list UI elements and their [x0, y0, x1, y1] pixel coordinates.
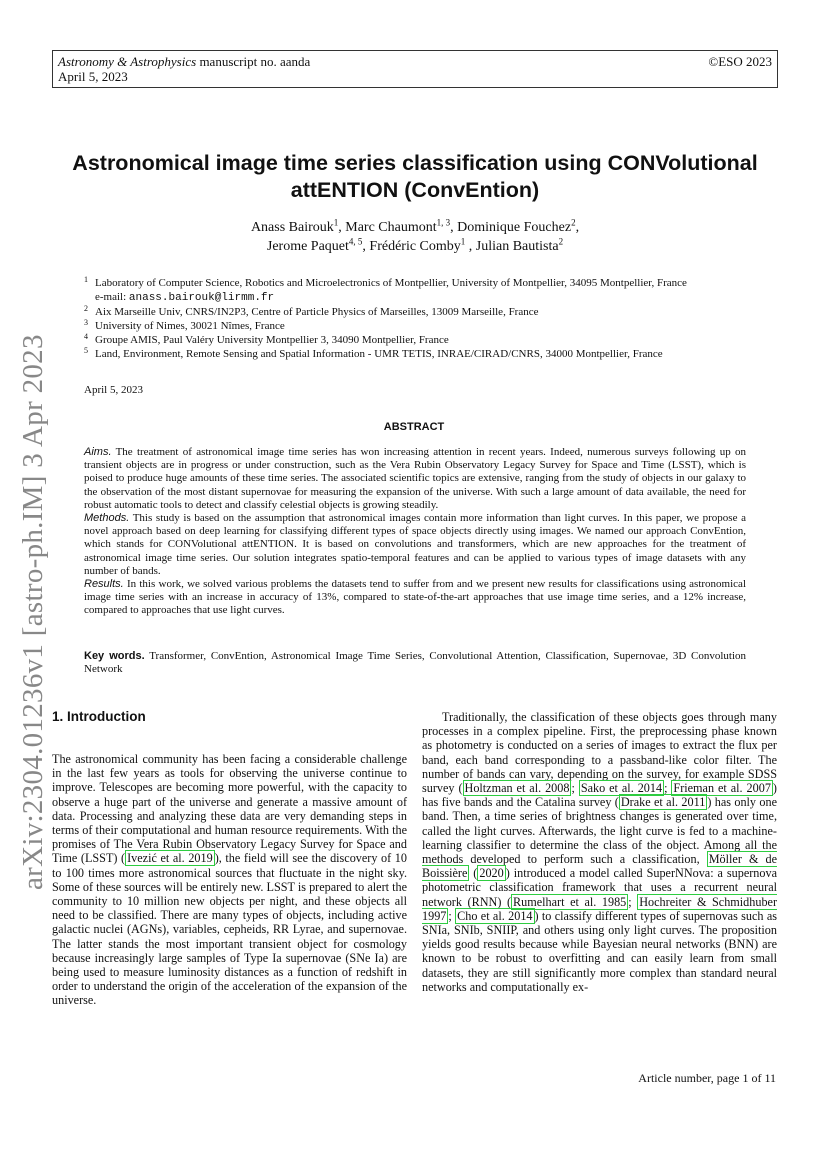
section-number: 1. — [52, 709, 64, 724]
author-name: Jerome Paquet — [266, 239, 349, 254]
abstract-body — [84, 446, 746, 618]
affiliation-item — [84, 347, 778, 361]
arxiv-stamp[interactable]: arXiv:2304.01236v1 [astro-ph.IM] 3 Apr 2023 — [17, 334, 49, 890]
affiliation-text: University of Nimes, 30021 Nîmes, France — [95, 320, 285, 332]
affiliation-number: 2 — [84, 304, 88, 313]
section-title: Introduction — [63, 709, 146, 724]
author-affiliation-mark: 1, 3 — [436, 217, 451, 228]
citation-link[interactable]: Sako et al. 2014 — [580, 781, 663, 796]
citation-link[interactable]: Holtzman et al. 2008 — [464, 781, 570, 796]
affiliation-item — [84, 305, 778, 319]
affiliation-number: 1 — [84, 275, 88, 284]
author-name: Anass Bairouk — [250, 220, 334, 235]
affiliation-item — [84, 333, 778, 347]
paper-title: Astronomical image time series classification using CONVolutional attENTION (ConvEntion) — [72, 151, 758, 202]
methods-label: Methods. — [84, 512, 130, 525]
intro-paragraph — [422, 710, 777, 994]
section-heading-introduction — [52, 709, 146, 724]
author-name: Julian Bautista — [475, 239, 559, 254]
aims-label: Aims. — [84, 446, 112, 458]
keywords — [84, 650, 746, 676]
body-text: ; — [664, 781, 672, 796]
citation-link[interactable]: Drake et al. 2011 — [620, 795, 706, 810]
body-text: ; — [628, 894, 638, 909]
results-text: In this work, we solved various problems the datasets tend to suffer from and we present new results for classifications using astronomical image time series with an increase in accuracy of 13%, compared to state-of-the-art approaches that use image time series, and a 12% increase, compared to approaches that use light curves. — [84, 578, 746, 617]
right-column — [422, 710, 777, 994]
email-label: e-mail: — [95, 291, 129, 303]
body-text: ; — [448, 908, 456, 923]
email-address[interactable]: anass.bairouk@lirmm.fr — [128, 292, 275, 304]
author-name: Dominique Fouchez — [457, 220, 572, 235]
page-footer: Article number, page 1 of 11 — [638, 1071, 776, 1085]
affiliation-number: 4 — [84, 332, 88, 341]
abstract-aims — [84, 446, 746, 512]
body-text: ; — [571, 781, 579, 796]
abstract-methods — [84, 512, 746, 578]
author-name: Frédéric Comby — [369, 239, 461, 254]
author-line-2: Jerome Paquet$^{4, 5}$, Frédéric Comby$^1$ , Julian Bautista$^2$ — [266, 236, 564, 254]
affiliation-list — [84, 276, 778, 361]
copyright: ©ESO 2023 — [708, 54, 772, 69]
body-text: ) to classify different types of supernovas such as SNIa, SNIb, SNIIP, and others using only light curves. The proposition yields good results because while Bayesian neural networks (BNN) are known to be robust to overfitting and can easily learn from small datasets, they are still significantly more complex than standard neural networks and computationally ex- — [422, 908, 778, 994]
results-label: Results. — [84, 578, 124, 591]
citation-link[interactable]: Hochreiter & Schmidhuber 1997 — [422, 894, 778, 923]
affiliation-text: Land, Environment, Remote Sensing and Spatial Information - UMR TETIS, INRAE/CIRAD/CNRS, 34000 Montpellier, France — [95, 348, 663, 360]
affiliation-number: 3 — [84, 318, 88, 327]
body-text: ( — [469, 866, 478, 881]
affiliation-text: Groupe AMIS, Paul Valéry University Montpellier 3, 34090 Montpellier, France — [95, 334, 449, 346]
author-affiliation-mark: 2 — [558, 236, 564, 247]
keywords-text: Transformer, ConvEntion, Astronomical Image Time Series, Convolutional Attention, Classification, Supernovae, 3D Convolution Network — [84, 650, 747, 676]
author-name: Marc Chaumont — [345, 220, 437, 235]
affiliation-item — [84, 319, 778, 333]
body-text: ) has only one band. Then, a time series of brightness changes is generated over time, called the light curves. Afterwards, the light curve is fed to a machine-learning classifier to determine the class of the object. Among all the methods developed to perform such a classification, — [422, 795, 777, 867]
body-text: ) has five bands and the Catalina survey ( — [422, 781, 777, 810]
running-header — [52, 50, 778, 88]
author-line-1: Anass Bairouk$^1$, Marc Chaumont$^{1, 3}$, Dominique Fouchez$^2$, — [250, 217, 580, 235]
affiliation-text: Aix Marseille Univ, CNRS/IN2P3, Centre of Particle Physics of Marseilles, 13009 Marseille, France — [95, 306, 539, 318]
journal-name: Astronomy & Astrophysics — [58, 54, 197, 69]
aims-text: The treatment of astronomical image time series has won increasing attention in recent years. Indeed, numerous surveys following up on transient objects are in progress or under construction, such as the Vera Rubin Observatory Legacy Survey for Space and Time (LSST), which is poised to produce huge amounts of these time series. The associated scientific topics are extensive, ranging from the study of objects in our galaxy to the observation of the most distant supernovae for measuring the expansion of the universe. With such a large amount of data available, the need for robust automatic tools to detect and classify celestial objects is growing steadily. — [84, 446, 746, 511]
intro-paragraph — [52, 752, 407, 1008]
affiliation-number: 5 — [84, 346, 88, 355]
keywords-label: Key words. — [84, 650, 145, 662]
author-affiliation-mark: 2 — [571, 217, 576, 228]
header-date: April 5, 2023 — [58, 69, 128, 84]
citation-link[interactable]: Frieman et al. 2007 — [673, 781, 771, 796]
methods-text: This study is based on the assumption that astronomical images contain more information than light curves. In this paper, we propose a novel approach based on deep learning for classifying different types of space objects directly using images. We named our approach ConvEntion, which stands for CONVolutional attENTION. It is based on convolutions and transformers, which are new approaches for the treatment of astronomical image time series. Our solution integrates spatio-temporal features and can be applied to various types of image datasets with any number of bands. — [84, 512, 746, 577]
left-column — [52, 752, 407, 1008]
received-date: April 5, 2023 — [84, 384, 143, 396]
body-text: ), the field will see the discovery of 10 to 100 times more astronomical sources that fluctuate in the night sky. Some of these sources will be entirely new. LSST is prepared to alert the community to 10 million new objects per night, and these objects all need to be classified. There are many types of objects, including active galactic nuclei (AGNs), variables, cepheids, RR Lyrae, and supernovae. The latter stands the most important transient object for cosmology because increasingly large samples of Type Ia supernovae (SNe Ia) are being used to measure luminosity distances as a function of redshift in order to understand the origin of the acceleration of the expansion of the universe. — [52, 851, 407, 1008]
affiliation-item — [84, 276, 778, 305]
affiliation-text: Laboratory of Computer Science, Robotics and Microelectronics of Montpellier, University of Montpellier, 34095 Montpellier, France — [95, 277, 687, 289]
body-text: Traditionally, the classification of these objects goes through many processes in a complex pipeline. First, the preprocessing phase known as photometry is conducted on a series of images to extract the flux per band, each band corresponding to a passband-like color filter. The number of bands can vary, depending on the survey, for example SDSS survey ( — [422, 710, 777, 796]
author-affiliation-mark: 1 — [460, 236, 466, 247]
author-affiliation-mark: 1 — [333, 217, 339, 228]
manuscript-number: manuscript no. aanda — [196, 54, 311, 69]
body-text: ) introduced a model called SuperNNova: a supernova photometric classification framework that uses a recurrent neural network (RNN) ( — [422, 866, 777, 909]
abstract-results — [84, 578, 746, 618]
citation-link[interactable]: Ivezić et al. 2019 — [127, 851, 213, 866]
abstract-heading: ABSTRACT — [383, 421, 445, 433]
author-list — [52, 218, 778, 256]
author-affiliation-mark: 4, 5 — [348, 236, 363, 247]
body-text: The astronomical community has been facing a considerable challenge in the last few years as tools for observing the universe continue to improve. Telescopes are becoming more powerful, with the capacity to observe a huge part of the universe and generate a massive amount of data. Processing and analyzing these data are very demanding steps in terms of their computational and human resource requirements. With the promises of The Vera Rubin Observatory Legacy Survey for Space and Time (LSST) ( — [52, 752, 407, 866]
citation-link[interactable]: Möller & de Boissière — [422, 852, 777, 881]
citation-link[interactable]: Cho et al. 2014 — [457, 908, 533, 923]
citation-link[interactable]: 2020 — [479, 866, 504, 881]
header-left — [58, 54, 310, 84]
citation-link[interactable]: Rumelhart et al. 1985 — [513, 894, 627, 909]
